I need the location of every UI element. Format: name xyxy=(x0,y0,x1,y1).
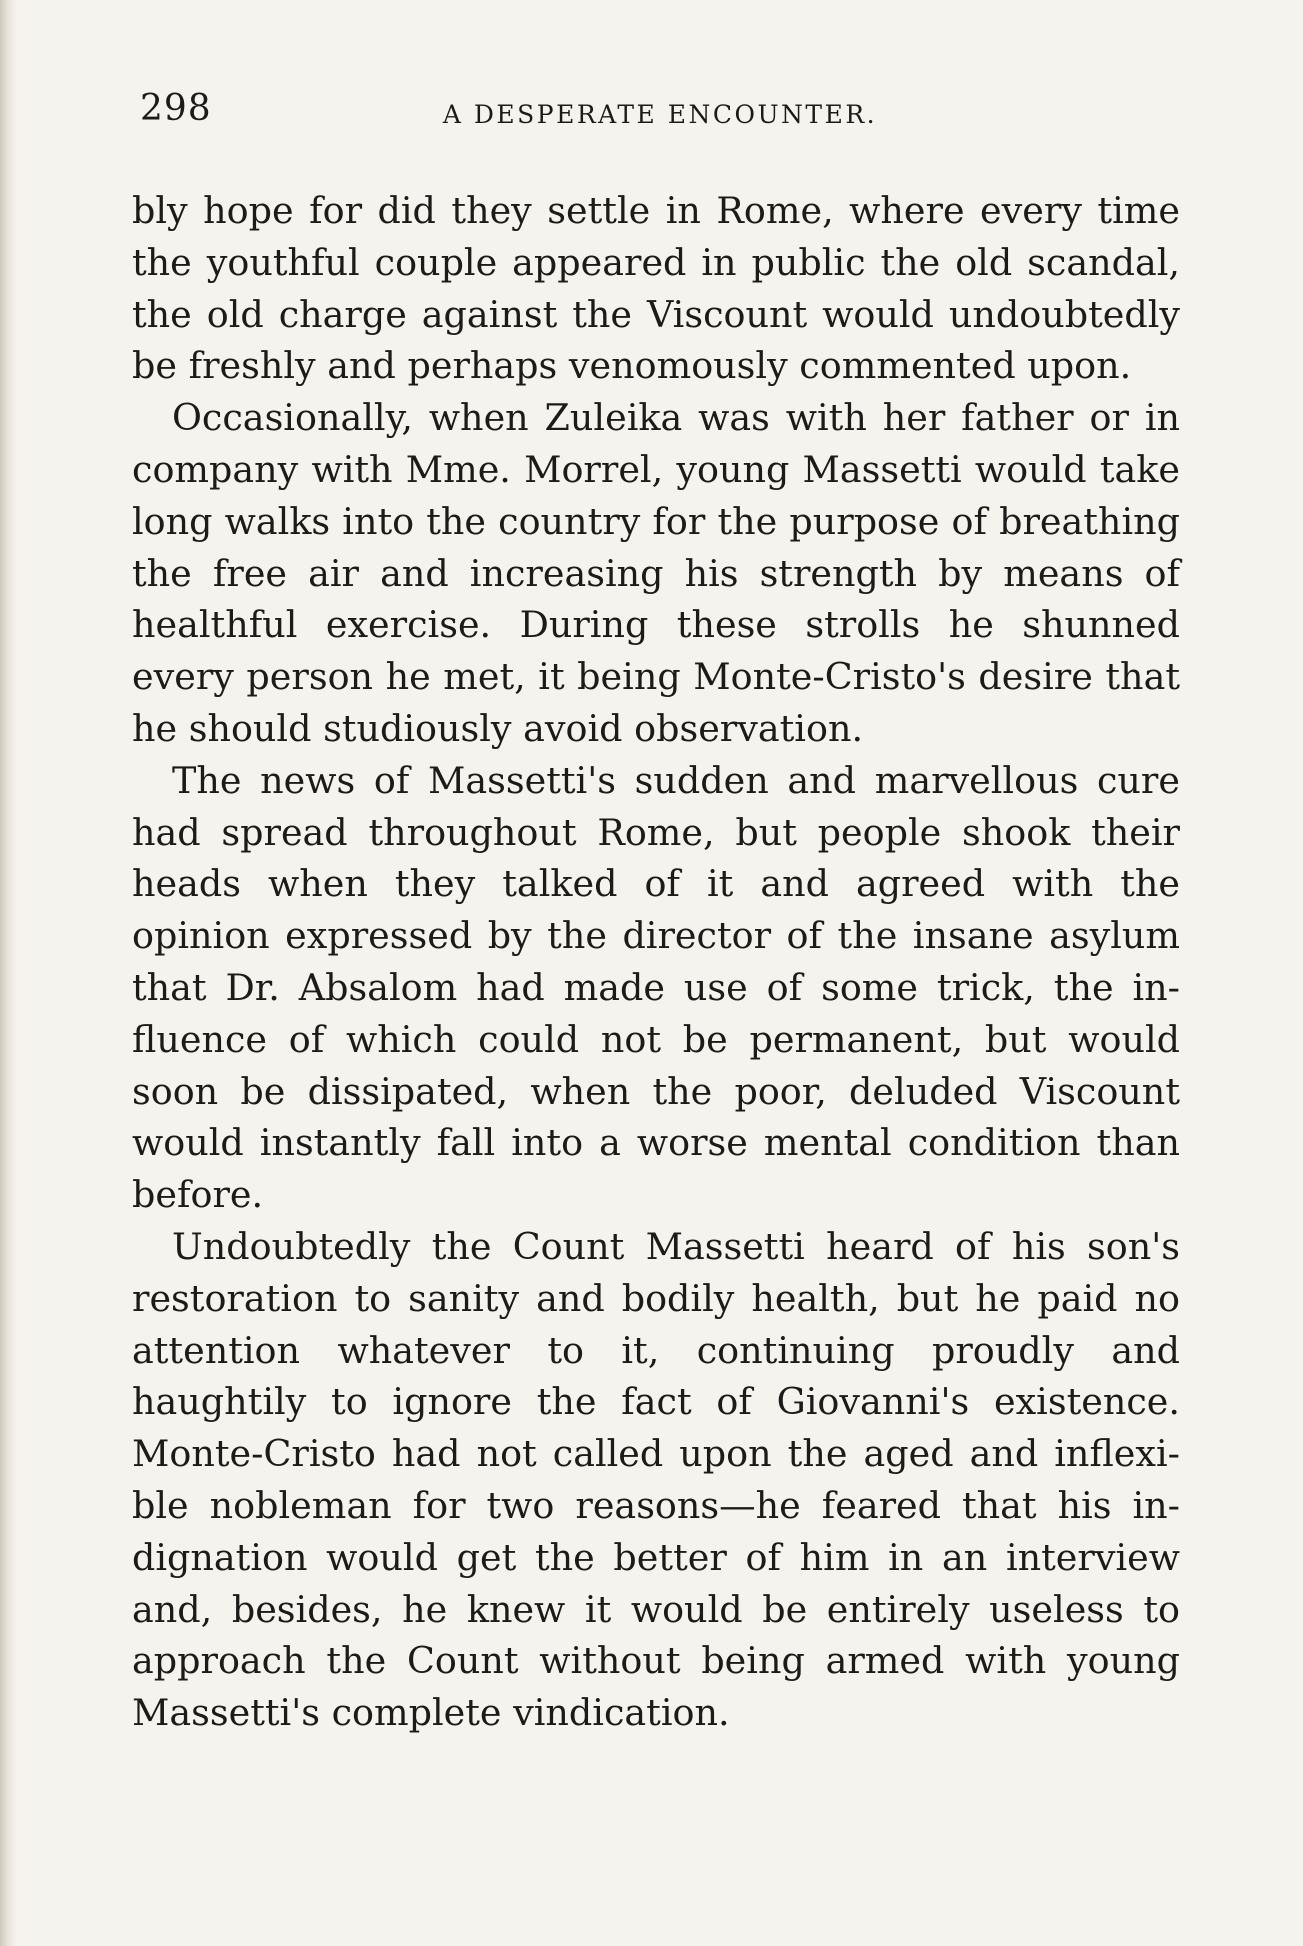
body-text xyxy=(132,185,1180,1739)
paragraph: The news of Massetti's sudden and marvellous cure had spread throughout Rome, but people shook their heads when they talked of it and agreed with the opinion expressed by the director of the insane asylum that Dr. Absalom had made use of some trick, the influence of which could not be permanent, but would soon be dissipated, when the poor, deluded Viscount would instantly fall into a worse mental condition than before. xyxy=(132,758,1180,1217)
running-title: A DESPERATE ENCOUNTER. xyxy=(442,100,878,129)
paragraph: Undoubtedly the Count Massetti heard of his son's restoration to sanity and bodily health, but he paid no attention whatever to it, continuing proudly and haughtily to ignore the fact of Giovanni's existence. Monte-Cristo had not called upon the aged and inflexible nobleman for two reasons—he feared that his indignation would get the better of him in an interview and, besides, he knew it would be entirely useless to approach the Count without being armed with young Massetti's complete vindication. xyxy=(132,1224,1180,1735)
paragraph: Occasionally, when Zuleika was with her father or in company with Mme. Morrel, young Massetti would take long walks into the country for the purpose of breathing the free air and increasing his strength by means of healthful exercise. During these strolls he shunned every person he met, it being Monte-Cristo's desire that he should studiously avoid observation. xyxy=(132,396,1180,750)
paragraph-continued: bly hope for did they settle in Rome, where every time the youthful couple appeared in public the old scandal, the old charge against the Viscount would undoubtedly be freshly and perhaps venomously commented upon. xyxy=(132,189,1180,388)
page-header xyxy=(140,88,1180,148)
binding-edge xyxy=(0,0,16,1946)
page-number: 298 xyxy=(140,88,212,129)
